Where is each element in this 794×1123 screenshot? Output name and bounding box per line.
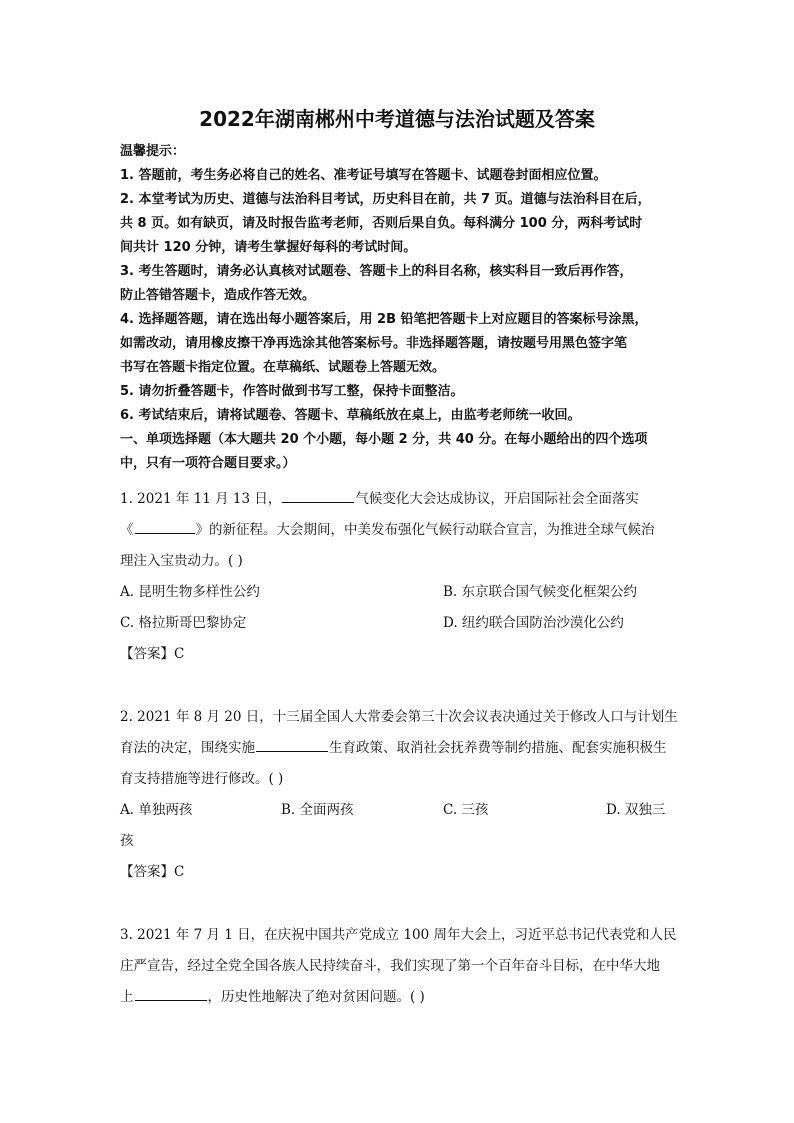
notice-line: 2. 本堂考试为历史、道德与法治科目考试，历史科目在前，共 7 页。道德与法治科目在后， [120, 192, 651, 207]
notice-line: 1. 答题前，考生务必将自己的姓名、准考证号填写在答题卡、试题卷封面相应位置。 [120, 168, 607, 183]
notice-line: 共 8 页。如有缺页，请及时报告监考老师，否则后果自负。每科满分 100 分，两科考试时 [120, 216, 643, 231]
option-b: B. 全面两孩 [281, 802, 354, 818]
option-row [120, 795, 680, 826]
notice-line: 3. 考生答题时，请务必认真核对试题卷、答题卡上的科目名称，核实科目一致后再作答， [120, 264, 633, 279]
question-3 [120, 920, 680, 1013]
question-text: 》的新征程。大会期间，中美发布强化气候行动联合宣言，为推进全球气候治 [195, 522, 655, 538]
option-c: C. 三孩 [443, 802, 489, 818]
notice-line: 4. 选择题答题，请在选出每小题答案后，用 2B 铅笔把答题卡上对应题目的答案标号涂黑， [120, 312, 648, 327]
notice-block [120, 140, 680, 476]
question-text: 育法的决定，围绕实施 [120, 740, 255, 756]
answer-label: 【答案】C [120, 864, 185, 880]
notice-line: 防止答错答题卡，造成作答无效。 [120, 288, 316, 303]
question-text: 气候变化大会达成协议，开启国际社会全面落实 [355, 491, 639, 507]
answer-blank [282, 488, 354, 503]
section-heading-cont: 中，只有一项符合题目要求。） [120, 456, 296, 471]
notice-line: 6. 考试结束后，请将试题卷、答题卡、草稿纸放在桌上，由监考老师统一收回。 [120, 408, 581, 423]
option-a: A. 昆明生物多样性公约 [120, 584, 260, 600]
question-text: 理注入宝贵动力。( ) [120, 553, 243, 569]
answer-label: 【答案】C [120, 646, 185, 662]
question-2 [120, 702, 680, 888]
question-text: 3. 2021 年 7 月 1 日，在庆祝中国共产党成立 100 周年大会上，习近平总书记代表党和人民 [120, 927, 677, 943]
question-1 [120, 484, 680, 670]
option-c: C. 格拉斯哥巴黎协定 [120, 615, 247, 631]
option-d: D. 双独三 [606, 802, 666, 818]
notice-line: 如需改动，请用橡皮擦干净再选涂其他答案标号。非选择题答题，请按题号用黑色签字笔 [120, 336, 628, 351]
option-a: A. 单独两孩 [120, 802, 193, 818]
notice-heading: 温馨提示： [120, 144, 186, 159]
answer-blank [135, 986, 207, 1001]
option-b: B. 东京联合国气候变化框架公约 [443, 584, 638, 600]
question-text: 育支持措施等进行修改。( ) [120, 771, 284, 787]
question-text: 2. 2021 年 8 月 20 日，十三届全国人大常委会第三十次会议表决通过关于修改人口与计划生 [120, 709, 678, 725]
answer-blank [135, 519, 195, 534]
option-d: D. 纽约联合国防治沙漠化公约 [443, 615, 624, 631]
page-title: 2022年湖南郴州中考道德与法治试题及答案 [199, 107, 595, 131]
question-text: 1. 2021 年 11 月 13 日， [120, 491, 282, 507]
answer-blank [256, 737, 328, 752]
notice-line: 5. 请勿折叠答题卡，作答时做到书写工整，保持卡面整洁。 [120, 384, 464, 399]
notice-line: 间共计 120 分钟，请考生掌握好每科的考试时间。 [120, 240, 417, 255]
option-row [120, 608, 680, 639]
option-d-wrap: 孩 [120, 833, 134, 849]
question-text: 生育政策、取消社会抚养费等制约措施、配套实施积极生 [329, 740, 667, 756]
section-heading: 一、单项选择题（本大题共 20 个小题，每小题 2 分，共 40 分。在每小题给出的四个选项 [120, 432, 648, 447]
notice-line: 书写在答题卡指定位置。在草稿纸、试题卷上答题无效。 [120, 360, 446, 375]
question-text: ，历史性地解决了绝对贫困问题。( ) [207, 989, 425, 1005]
question-text: 庄严宣告，经过全党全国各族人民持续奋斗，我们实现了第一个百年奋斗目标，在中华大地 [120, 958, 660, 974]
question-text: 《 [120, 522, 134, 538]
option-row [120, 577, 680, 608]
question-text: 上 [120, 989, 134, 1005]
